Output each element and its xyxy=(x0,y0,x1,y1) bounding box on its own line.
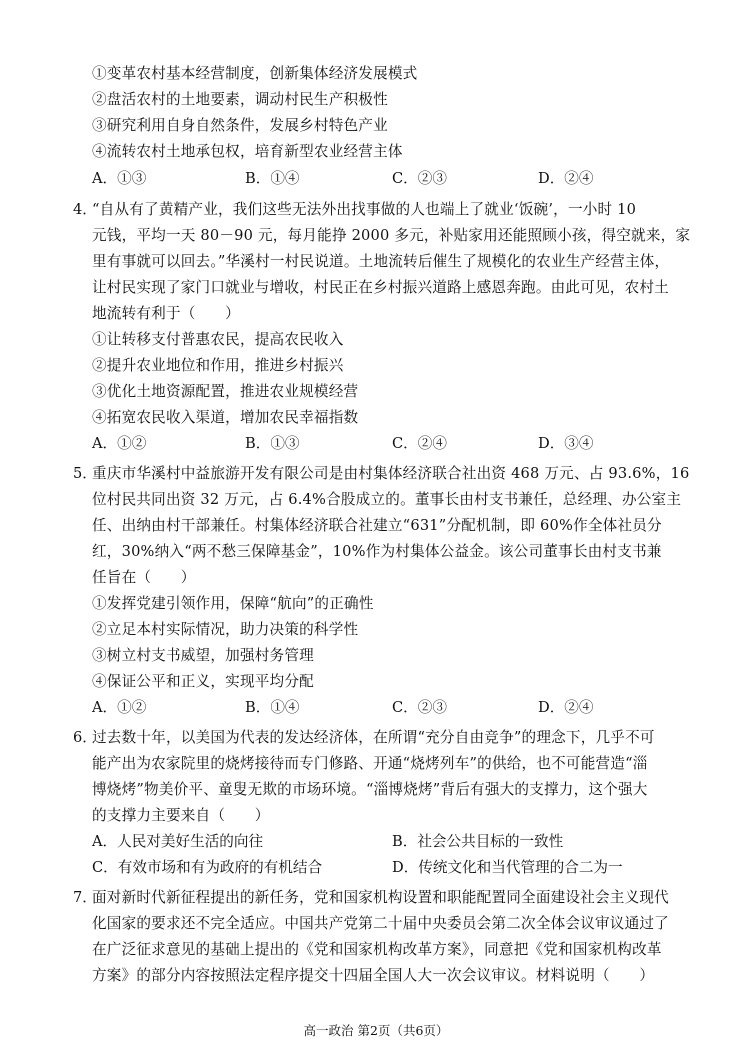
q4-item-3: ③优化土地资源配置，推进农业规模经营 xyxy=(92,383,359,400)
q4-option-b: B．①③ xyxy=(245,435,300,452)
page-footer: 高一政治 第2页（共6页） xyxy=(303,1023,449,1038)
q6-stem-line: 的支撑力主要来自（ ） xyxy=(92,807,270,824)
q3-option-c: C．②③ xyxy=(392,170,447,187)
q4-option-c: C．②④ xyxy=(392,435,447,452)
q5-option-a: A．①② xyxy=(92,699,147,716)
q5-option-c: C．②③ xyxy=(392,699,447,716)
q4-item-1: ①让转移支付普惠农民，提高农民收入 xyxy=(92,331,344,348)
q6-number: 6． xyxy=(73,729,97,746)
q5-stem-line: 重庆市华溪村中益旅游开发有限公司是由村集体经济联合社出资 468 万元、占 93.6%，16 xyxy=(92,465,690,482)
q5-number: 5． xyxy=(73,465,97,482)
q7-stem-line: 化国家的要求还不完全适应。中国共产党第二十届中央委员会第二次全体会议审议通过了 xyxy=(92,915,669,932)
q4-item-4: ④拓宽农民收入渠道，增加农民幸福指数 xyxy=(92,409,359,426)
q3-item-4: ④流转农村土地承包权，培育新型农业经营主体 xyxy=(92,143,403,160)
q4-stem-line: 元钱，平均一天 80－90 元，每月能挣 2000 多元，补贴家用还能照顾小孩，得空就来，家 xyxy=(92,227,691,244)
q6-option-b: B．社会公共目标的一致性 xyxy=(392,833,564,850)
q5-item-3: ③树立村支书威望，加强村务管理 xyxy=(92,647,314,664)
q3-option-b: B．①④ xyxy=(245,170,300,187)
q3-option-d: D．②④ xyxy=(538,170,594,187)
q5-item-1: ①发挥党建引领作用，保障“航向”的正确性 xyxy=(92,595,374,612)
q4-option-d: D．③④ xyxy=(538,435,594,452)
q4-item-2: ②提升农业地位和作用，推进乡村振兴 xyxy=(92,357,344,374)
q6-stem-line: 过去数十年，以美国为代表的发达经济体，在所谓“充分自由竞争”的理念下，几乎不可 xyxy=(92,729,655,746)
q5-stem-line: 任、出纳由村干部兼任。村集体经济联合社建立“631”分配机制，即 60%作全体社员分 xyxy=(92,517,662,534)
q5-stem-line: 任旨在（ ） xyxy=(92,569,196,586)
q7-stem-line: 在广泛征求意见的基础上提出的《党和国家机构改革方案》，同意把《党和国家机构改革 xyxy=(92,941,662,958)
q6-option-c: C．有效市场和有为政府的有机结合 xyxy=(92,859,323,876)
q7-stem-line: 方案》的部分内容按照法定程序提交十四届全国人大一次会议审议。材料说明（ ） xyxy=(92,967,655,984)
q6-stem-line: 博烧烤”物美价平、童叟无欺的市场环境。“淄博烧烤”背后有强大的支撑力，这个强大 xyxy=(92,781,648,798)
q5-item-2: ②立足本村实际情况，助力决策的科学性 xyxy=(92,621,359,638)
q5-option-b: B．①④ xyxy=(245,699,300,716)
q3-option-a: A．①③ xyxy=(92,170,147,187)
q3-item-3: ③研究利用自身自然条件，发展乡村特色产业 xyxy=(92,117,388,134)
q4-stem-line: 地流转有利于（ ） xyxy=(92,305,240,322)
q5-stem-line: 红，30%纳入“两不愁三保障基金”，10%作为村集体公益金。该公司董事长由村支书兼 xyxy=(92,543,662,560)
q7-number: 7． xyxy=(73,889,97,906)
q4-option-a: A．①② xyxy=(92,435,147,452)
q4-stem-line: 让村民实现了家门口就业与增收，村民正在乡村振兴道路上感恩奔跑。由此可见，农村土 xyxy=(92,279,669,296)
q6-stem-line: 能产出为农家院里的烧烤接待而专门修路、开通“烧烤列车”的供给，也不可能营造“淄 xyxy=(92,755,648,772)
q4-stem-line: 里有事就可以回去。”华溪村一村民说道。土地流转后催生了规模化的农业生产经营主体， xyxy=(92,253,670,270)
q5-option-d: D．②④ xyxy=(538,699,594,716)
q7-stem-line: 面对新时代新征程提出的新任务，党和国家机构设置和职能配置同全面建设社会主义现代 xyxy=(92,889,669,906)
q4-stem-line: “自从有了黄精产业，我们这些无法外出找事做的人也端上了就业‘饭碗’，一小时 10 xyxy=(92,201,637,218)
q3-item-1: ①变革农村基本经营制度，创新集体经济发展模式 xyxy=(92,65,418,82)
q3-item-2: ②盘活农村的土地要素，调动村民生产积极性 xyxy=(92,91,388,108)
q4-number: 4． xyxy=(73,201,97,218)
q5-stem-line: 位村民共同出资 32 万元，占 6.4%合股成立的。董事长由村支书兼任，总经理、办公室主 xyxy=(92,491,682,508)
q6-option-a: A．人民对美好生活的向往 xyxy=(92,833,264,850)
q5-item-4: ④保证公平和正义，实现平均分配 xyxy=(92,673,314,690)
q6-option-d: D．传统文化和当代管理的合二为一 xyxy=(392,859,623,876)
